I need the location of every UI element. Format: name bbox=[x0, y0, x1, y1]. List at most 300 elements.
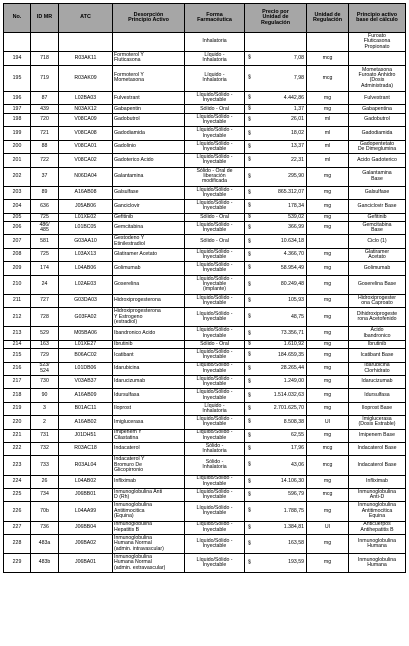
cell-no: 195 bbox=[4, 65, 31, 92]
cell-forma-farmaceutica: Líquido/Sólido - Inyectable bbox=[185, 362, 245, 375]
currency-symbol: $ bbox=[248, 432, 251, 439]
cell-precio bbox=[245, 200, 307, 213]
cell-precio bbox=[245, 402, 307, 415]
cell-no: 209 bbox=[4, 262, 31, 275]
cell-no: 207 bbox=[4, 235, 31, 248]
cell-principio-base: Imipenem Base bbox=[349, 429, 406, 442]
table-row bbox=[4, 402, 406, 415]
cell-principio-activo bbox=[113, 33, 185, 52]
cell-precio bbox=[245, 534, 307, 553]
cell-principio-base: Fulvestrant bbox=[349, 92, 406, 105]
cell-principio-base: Infliximab bbox=[349, 475, 406, 488]
cell-id-mr: 2 bbox=[31, 416, 59, 429]
cell-precio bbox=[245, 327, 307, 340]
cell-principio-activo: Galsulfase bbox=[113, 186, 185, 199]
price-value: 13,37 bbox=[291, 143, 304, 150]
cell-unidad: mcg bbox=[307, 488, 349, 501]
price-table bbox=[3, 3, 406, 573]
currency-symbol: $ bbox=[248, 391, 251, 398]
cell-principio-base: Dihidroxiprogeste rona Acetofenido bbox=[349, 308, 406, 327]
table-row bbox=[4, 534, 406, 553]
cell-forma-farmaceutica: Inhalatoria bbox=[185, 33, 245, 52]
cell-id-mr: 483a bbox=[31, 534, 59, 553]
cell-forma-farmaceutica: Líquido/Sólido - Inyectable bbox=[185, 222, 245, 235]
table-row bbox=[4, 92, 406, 105]
cell-precio bbox=[245, 235, 307, 248]
price-value: 73.356,71 bbox=[280, 329, 304, 336]
cell-atc: L01XE27 bbox=[59, 340, 113, 349]
price-value: 1.249,00 bbox=[283, 378, 304, 385]
currency-symbol: $ bbox=[248, 172, 251, 179]
cell-id-mr: 439 bbox=[31, 105, 59, 114]
cell-no: 203 bbox=[4, 186, 31, 199]
table-row bbox=[4, 65, 406, 92]
table-row bbox=[4, 127, 406, 140]
currency-symbol: $ bbox=[248, 540, 251, 547]
currency-symbol: $ bbox=[248, 313, 251, 320]
cell-principio-base: Galantamina Base bbox=[349, 167, 406, 186]
cell-precio bbox=[245, 52, 307, 65]
cell-no: 211 bbox=[4, 294, 31, 307]
cell-principio-activo: Idarubicina bbox=[113, 362, 185, 375]
price-value: 22,31 bbox=[291, 156, 304, 163]
table-row bbox=[4, 362, 406, 375]
price-value: 4.366,70 bbox=[283, 251, 304, 258]
cell-unidad: mg bbox=[307, 167, 349, 186]
cell-atc: L02AE03 bbox=[59, 275, 113, 294]
cell-precio bbox=[245, 554, 307, 573]
cell-precio bbox=[245, 186, 307, 199]
cell-principio-activo: Icatibant bbox=[113, 349, 185, 362]
table-row bbox=[4, 105, 406, 114]
cell-no: 196 bbox=[4, 92, 31, 105]
cell-principio-base: Indacaterol Base bbox=[349, 456, 406, 475]
table-row bbox=[4, 521, 406, 534]
cell-forma-farmaceutica: Líquido/Sólido - Inyectable bbox=[185, 521, 245, 534]
cell-precio bbox=[245, 340, 307, 349]
cell-id-mr: 523/ 524 bbox=[31, 362, 59, 375]
cell-principio-base: Indacaterol Base bbox=[349, 442, 406, 455]
cell-precio bbox=[245, 167, 307, 186]
cell-atc: A16AB09 bbox=[59, 389, 113, 402]
cell-principio-activo: Gefitinib bbox=[113, 213, 185, 222]
cell-unidad: ml bbox=[307, 154, 349, 167]
currency-symbol: $ bbox=[248, 105, 251, 112]
cell-id-mr: 90 bbox=[31, 389, 59, 402]
cell-precio bbox=[245, 502, 307, 521]
cell-atc: L04AA99 bbox=[59, 502, 113, 521]
cell-principio-activo: Infliximab bbox=[113, 475, 185, 488]
table-header-row bbox=[4, 4, 406, 33]
cell-precio bbox=[245, 113, 307, 126]
cell-id-mr: 733 bbox=[31, 456, 59, 475]
price-value: 1.384,81 bbox=[283, 523, 304, 530]
currency-symbol: $ bbox=[248, 491, 251, 498]
table-row bbox=[4, 554, 406, 573]
cell-principio-activo: Gadodiamida bbox=[113, 127, 185, 140]
cell-principio-base: Ciclo (1) bbox=[349, 235, 406, 248]
currency-symbol: $ bbox=[248, 129, 251, 136]
cell-precio bbox=[245, 416, 307, 429]
cell-principio-activo: Gemcitabina bbox=[113, 222, 185, 235]
table-row bbox=[4, 235, 406, 248]
price-value: 7,98 bbox=[293, 74, 304, 81]
cell-precio bbox=[245, 213, 307, 222]
cell-no bbox=[4, 33, 31, 52]
currency-symbol: $ bbox=[248, 189, 251, 196]
cell-principio-activo: Formoterol Y Fluticasona bbox=[113, 52, 185, 65]
cell-no: 210 bbox=[4, 275, 31, 294]
cell-principio-base: Acido Gadoterico bbox=[349, 154, 406, 167]
cell-id-mr: 174 bbox=[31, 262, 59, 275]
cell-no: 194 bbox=[4, 52, 31, 65]
currency-symbol: $ bbox=[248, 116, 251, 123]
cell-principio-activo: Golimumab bbox=[113, 262, 185, 275]
price-value: 62,55 bbox=[291, 432, 304, 439]
cell-principio-activo: Inmunoglobulina Anti D (Rh) bbox=[113, 488, 185, 501]
cell-atc: B01AC11 bbox=[59, 402, 113, 415]
col-header-principio-activo: Desorpción Principio Activo bbox=[113, 4, 185, 33]
currency-symbol: $ bbox=[248, 224, 251, 231]
cell-unidad: UI bbox=[307, 416, 349, 429]
cell-precio bbox=[245, 475, 307, 488]
cell-forma-farmaceutica: Líquido/Sólido - Inyectable bbox=[185, 389, 245, 402]
cell-forma-farmaceutica: Sólido - Oral bbox=[185, 213, 245, 222]
cell-unidad: mg bbox=[307, 327, 349, 340]
cell-unidad: mcg bbox=[307, 456, 349, 475]
cell-atc: R03AC18 bbox=[59, 442, 113, 455]
cell-forma-farmaceutica: Líquido - Inhalatoria bbox=[185, 52, 245, 65]
price-value: 184.659,35 bbox=[278, 351, 304, 358]
cell-forma-farmaceutica: Líquido/Sólido - Inyectable bbox=[185, 186, 245, 199]
cell-no: 200 bbox=[4, 140, 31, 153]
cell-id-mr: 89 bbox=[31, 186, 59, 199]
cell-forma-farmaceutica: Líquido/Sólido - Inyectable (implante) bbox=[185, 275, 245, 294]
cell-principio-activo: Ibrutinib bbox=[113, 340, 185, 349]
table-row bbox=[4, 275, 406, 294]
cell-principio-activo: Gabapentin bbox=[113, 105, 185, 114]
cell-id-mr: 728 bbox=[31, 308, 59, 327]
cell-principio-base: Glatiramer Acetato bbox=[349, 248, 406, 261]
cell-atc: M05BA06 bbox=[59, 327, 113, 340]
cell-no: 224 bbox=[4, 475, 31, 488]
cell-principio-base: Gefitinib bbox=[349, 213, 406, 222]
cell-no: 217 bbox=[4, 376, 31, 389]
cell-principio-base: Icatibant Base bbox=[349, 349, 406, 362]
cell-id-mr: 730 bbox=[31, 376, 59, 389]
cell-principio-base: Mometasona Furoato Anhidro (Dosis Administrada) bbox=[349, 65, 406, 92]
cell-no: 226 bbox=[4, 502, 31, 521]
cell-unidad: mg bbox=[307, 340, 349, 349]
currency-symbol: $ bbox=[248, 156, 251, 163]
cell-forma-farmaceutica: Líquido/Sólido - Inyectable bbox=[185, 502, 245, 521]
currency-symbol: $ bbox=[248, 54, 251, 61]
cell-precio bbox=[245, 33, 307, 52]
cell-principio-base: Gabapentina bbox=[349, 105, 406, 114]
cell-principio-activo: Hidroxiprogesterona bbox=[113, 294, 185, 307]
col-header-unidad: Unidad de Regulación bbox=[307, 4, 349, 33]
cell-principio-base: Acido Ibandronico bbox=[349, 327, 406, 340]
cell-precio bbox=[245, 376, 307, 389]
table-body bbox=[4, 33, 406, 573]
currency-symbol: $ bbox=[248, 213, 251, 220]
cell-precio bbox=[245, 488, 307, 501]
table-row bbox=[4, 429, 406, 442]
cell-forma-farmaceutica: Líquido/Sólido - Inyectable bbox=[185, 416, 245, 429]
cell-id-mr: 731 bbox=[31, 429, 59, 442]
cell-no: 220 bbox=[4, 416, 31, 429]
cell-id-mr: 24 bbox=[31, 275, 59, 294]
price-value: 7,08 bbox=[293, 54, 304, 61]
cell-unidad: ml bbox=[307, 113, 349, 126]
cell-id-mr bbox=[31, 33, 59, 52]
cell-unidad: mg bbox=[307, 502, 349, 521]
cell-atc: R03AK11 bbox=[59, 52, 113, 65]
cell-forma-farmaceutica: Líquido/Sólido - Inyectable bbox=[185, 327, 245, 340]
cell-atc bbox=[59, 33, 113, 52]
table-row bbox=[4, 248, 406, 261]
col-header-no: No. bbox=[4, 4, 31, 33]
cell-no: 214 bbox=[4, 340, 31, 349]
cell-atc: A16AB02 bbox=[59, 416, 113, 429]
table-row bbox=[4, 340, 406, 349]
price-value: 1.788,75 bbox=[283, 507, 304, 514]
cell-forma-farmaceutica: Sólido - Inhalatoria bbox=[185, 456, 245, 475]
price-value: 295,90 bbox=[288, 172, 304, 179]
cell-id-mr: 529 bbox=[31, 327, 59, 340]
cell-forma-farmaceutica: Líquido/Sólido - Inyectable bbox=[185, 488, 245, 501]
cell-precio bbox=[245, 389, 307, 402]
cell-unidad: mg bbox=[307, 294, 349, 307]
currency-symbol: $ bbox=[248, 405, 251, 412]
currency-symbol: $ bbox=[248, 365, 251, 372]
table-row bbox=[4, 52, 406, 65]
cell-id-mr: 725 bbox=[31, 248, 59, 261]
currency-symbol: $ bbox=[248, 461, 251, 468]
cell-unidad: mg bbox=[307, 262, 349, 275]
cell-forma-farmaceutica: Líquido - Inhalatoria bbox=[185, 402, 245, 415]
cell-forma-farmaceutica: Líquido/Sólido - Inyectable bbox=[185, 376, 245, 389]
cell-forma-farmaceutica: Líquido/Sólido - Inyectable bbox=[185, 262, 245, 275]
cell-atc: N03AX12 bbox=[59, 105, 113, 114]
cell-principio-activo: Inmunoglobulina Humana Normal (admin. extravascular) bbox=[113, 554, 185, 573]
cell-forma-farmaceutica: Líquido/Sólido - Inyectable bbox=[185, 200, 245, 213]
cell-id-mr: 88 bbox=[31, 140, 59, 153]
price-value: 8.508,38 bbox=[283, 418, 304, 425]
col-header-precio: Precio por Unidad de Regulación bbox=[245, 4, 307, 33]
table-row bbox=[4, 167, 406, 186]
cell-precio bbox=[245, 429, 307, 442]
cell-precio bbox=[245, 105, 307, 114]
cell-unidad: ml bbox=[307, 140, 349, 153]
cell-id-mr: 729 bbox=[31, 349, 59, 362]
cell-principio-base: Gadobutrol bbox=[349, 113, 406, 126]
cell-forma-farmaceutica: Líquido - Inhalatoria bbox=[185, 65, 245, 92]
cell-principio-activo: Gadobutrol bbox=[113, 113, 185, 126]
cell-principio-activo: Goserelina bbox=[113, 275, 185, 294]
cell-no: 222 bbox=[4, 442, 31, 455]
cell-principio-activo: Gadoterico Acido bbox=[113, 154, 185, 167]
cell-id-mr: 70b bbox=[31, 502, 59, 521]
cell-no: 219 bbox=[4, 402, 31, 415]
cell-principio-activo: Gadolinio bbox=[113, 140, 185, 153]
cell-no: 208 bbox=[4, 248, 31, 261]
cell-precio bbox=[245, 349, 307, 362]
table-row bbox=[4, 327, 406, 340]
currency-symbol: $ bbox=[248, 251, 251, 258]
cell-id-mr: 26 bbox=[31, 475, 59, 488]
table-row bbox=[4, 140, 406, 153]
cell-atc: R03AL04 bbox=[59, 456, 113, 475]
cell-atc: J06BA01 bbox=[59, 554, 113, 573]
cell-atc: V08CA01 bbox=[59, 140, 113, 153]
cell-principio-activo: Ibandronico Acido bbox=[113, 327, 185, 340]
currency-symbol: $ bbox=[248, 351, 251, 358]
table-row bbox=[4, 442, 406, 455]
price-value: 14.106,30 bbox=[280, 478, 304, 485]
price-value: 10.634,18 bbox=[280, 237, 304, 244]
cell-id-mr: 37 bbox=[31, 167, 59, 186]
table-row bbox=[4, 349, 406, 362]
price-value: 193,59 bbox=[288, 559, 304, 566]
price-value: 4.442,86 bbox=[283, 94, 304, 101]
cell-atc: V08CA09 bbox=[59, 113, 113, 126]
table-row bbox=[4, 213, 406, 222]
cell-principio-base: Inmunoglobulina Antitimocitica Equina bbox=[349, 502, 406, 521]
price-value: 18,02 bbox=[291, 129, 304, 136]
table-row bbox=[4, 222, 406, 235]
table-row bbox=[4, 488, 406, 501]
cell-id-mr: 727 bbox=[31, 294, 59, 307]
price-value: 58.954,49 bbox=[280, 264, 304, 271]
cell-no: 215 bbox=[4, 349, 31, 362]
cell-principio-base: Inmunoglobulina Anti-D bbox=[349, 488, 406, 501]
currency-symbol: $ bbox=[248, 143, 251, 150]
currency-symbol: $ bbox=[248, 202, 251, 209]
cell-no: 221 bbox=[4, 429, 31, 442]
table-row bbox=[4, 389, 406, 402]
cell-principio-activo: Inmunoglobulina Hepatitis B bbox=[113, 521, 185, 534]
cell-unidad: mcg bbox=[307, 442, 349, 455]
price-value: 1,37 bbox=[293, 105, 304, 112]
cell-no: 223 bbox=[4, 456, 31, 475]
cell-principio-activo: Hidroxiprogesterona Y Estrogeno (estradiol) bbox=[113, 308, 185, 327]
cell-unidad: mg bbox=[307, 213, 349, 222]
cell-atc: L04AB02 bbox=[59, 475, 113, 488]
cell-unidad: ml bbox=[307, 127, 349, 140]
cell-atc: J01DH51 bbox=[59, 429, 113, 442]
cell-precio bbox=[245, 262, 307, 275]
cell-atc: J06BB04 bbox=[59, 521, 113, 534]
cell-precio bbox=[245, 294, 307, 307]
cell-atc: R03AK09 bbox=[59, 65, 113, 92]
cell-unidad: mg bbox=[307, 105, 349, 114]
cell-id-mr: 725 bbox=[31, 213, 59, 222]
cell-unidad: mg bbox=[307, 222, 349, 235]
cell-forma-farmaceutica: Sólido - Inhalatoria bbox=[185, 442, 245, 455]
cell-precio bbox=[245, 275, 307, 294]
cell-id-mr: 636 bbox=[31, 200, 59, 213]
cell-no: 206 bbox=[4, 222, 31, 235]
cell-atc: J06BA02 bbox=[59, 534, 113, 553]
cell-no: 201 bbox=[4, 154, 31, 167]
cell-no: 216 bbox=[4, 362, 31, 375]
cell-no: 197 bbox=[4, 105, 31, 114]
cell-principio-base bbox=[349, 52, 406, 65]
table-row bbox=[4, 200, 406, 213]
cell-id-mr: 734 bbox=[31, 488, 59, 501]
cell-principio-activo: Gestodeno Y Etinilestradiol bbox=[113, 235, 185, 248]
cell-unidad: mcg bbox=[307, 65, 349, 92]
price-value: 1.610,92 bbox=[283, 340, 304, 347]
cell-atc: L01BC05 bbox=[59, 222, 113, 235]
cell-principio-base: Furoato Fluticasona Propionato bbox=[349, 33, 406, 52]
cell-unidad: UI bbox=[307, 521, 349, 534]
cell-principio-base: Hidroxiprogester ona Caproato bbox=[349, 294, 406, 307]
cell-principio-activo: Inmunoglobulina Humana Normal (admin. intravascular) bbox=[113, 534, 185, 553]
cell-forma-farmaceutica: Líquido/Sólido - Inyectable bbox=[185, 554, 245, 573]
price-value: 48,75 bbox=[291, 313, 304, 320]
cell-atc: L01XE02 bbox=[59, 213, 113, 222]
currency-symbol: $ bbox=[248, 280, 251, 287]
cell-forma-farmaceutica: Líquido/Sólido - Inyectable bbox=[185, 294, 245, 307]
cell-principio-activo: Inmunoglobulina Antitimocitica (Equina) bbox=[113, 502, 185, 521]
cell-no: 213 bbox=[4, 327, 31, 340]
price-value: 43,06 bbox=[291, 461, 304, 468]
cell-id-mr: 721 bbox=[31, 127, 59, 140]
cell-id-mr: 732 bbox=[31, 442, 59, 455]
cell-forma-farmaceutica: Líquido/Sólido - Inyectable bbox=[185, 534, 245, 553]
cell-principio-activo: Fulvestrant bbox=[113, 92, 185, 105]
currency-symbol: $ bbox=[248, 445, 251, 452]
price-value: 539,02 bbox=[288, 213, 304, 220]
table-row bbox=[4, 33, 406, 52]
price-value: 17,96 bbox=[291, 445, 304, 452]
cell-forma-farmaceutica: Líquido/Sólido - Inyectable bbox=[185, 127, 245, 140]
cell-atc: A16AB08 bbox=[59, 186, 113, 199]
cell-id-mr: 581 bbox=[31, 235, 59, 248]
cell-forma-farmaceutica: Líquido/Sólido - Inyectable bbox=[185, 429, 245, 442]
cell-forma-farmaceutica: Líquido/Sólido - Inyectable bbox=[185, 475, 245, 488]
cell-no: 218 bbox=[4, 389, 31, 402]
cell-forma-farmaceutica: Sólido - Oral bbox=[185, 235, 245, 248]
cell-no: 204 bbox=[4, 200, 31, 213]
cell-unidad: mg bbox=[307, 349, 349, 362]
table-row bbox=[4, 186, 406, 199]
cell-atc: N06DA04 bbox=[59, 167, 113, 186]
cell-principio-base: Golimumab bbox=[349, 262, 406, 275]
cell-forma-farmaceutica: Sólido - Oral bbox=[185, 340, 245, 349]
price-value: 366,99 bbox=[288, 224, 304, 231]
table-row bbox=[4, 502, 406, 521]
col-header-forma-farmaceutica: Forma Farmacéutica bbox=[185, 4, 245, 33]
cell-no: 227 bbox=[4, 521, 31, 534]
cell-precio bbox=[245, 248, 307, 261]
cell-principio-base: Anticuerpos Antihepatitis B bbox=[349, 521, 406, 534]
cell-atc: L02BA03 bbox=[59, 92, 113, 105]
cell-unidad: mg bbox=[307, 92, 349, 105]
cell-principio-activo: Ganciclovir bbox=[113, 200, 185, 213]
price-value: 596,79 bbox=[288, 491, 304, 498]
cell-precio bbox=[245, 154, 307, 167]
currency-symbol: $ bbox=[248, 523, 251, 530]
cell-principio-activo: Imipenem Y Cilastatina bbox=[113, 429, 185, 442]
cell-atc: L04AB06 bbox=[59, 262, 113, 275]
price-table-page bbox=[3, 3, 405, 573]
cell-id-mr: 718 bbox=[31, 52, 59, 65]
cell-principio-activo: Idursulfasa bbox=[113, 389, 185, 402]
cell-principio-base: Gadodiamida bbox=[349, 127, 406, 140]
